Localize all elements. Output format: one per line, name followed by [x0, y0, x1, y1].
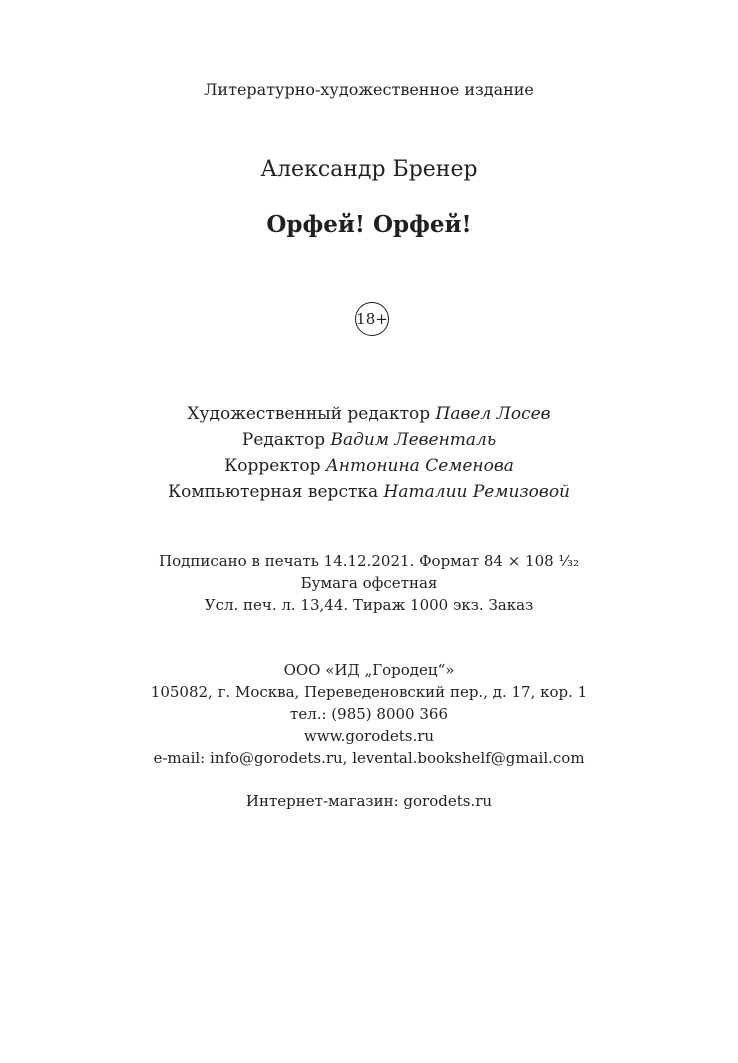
credit-layout [0, 482, 738, 502]
publisher-name: ООО «ИД „Городец“» [283, 661, 455, 679]
print-run: Усл. печ. л. 13,44. Тираж 1000 экз. Заказ [204, 596, 534, 614]
publisher-address: 105082, г. Москва, Переведеновский пер., д. 17, кор. 1 [150, 683, 588, 701]
credit-role: Художественный редактор [187, 404, 436, 424]
credit-role: Компьютерная верстка [167, 482, 384, 502]
print-paper: Бумага офсетная [300, 574, 438, 592]
credit-person: Вадим Левенталь [330, 430, 497, 450]
credit-person: Павел Лосев [435, 404, 551, 424]
credit-proofreader [0, 456, 738, 476]
publisher-email: e-mail: info@gorodets.ru, levental.bookshelf@gmail.com [153, 749, 585, 767]
credit-editor [0, 430, 738, 450]
author-name: Александр Бренер [260, 157, 478, 182]
print-signed-format: Подписано в печать 14.12.2021. Формат 84 × 108 ¹⁄₃₂ [159, 552, 579, 570]
publisher-phone: тел.: (985) 8000 366 [290, 705, 448, 723]
credit-art-editor [0, 404, 738, 424]
publisher-website: www.gorodets.ru [303, 727, 435, 745]
credit-role: Корректор [224, 456, 326, 476]
edition-type: Литературно-художественное издание [204, 80, 534, 99]
book-title: Орфей! Орфей! [266, 211, 472, 238]
credit-person: Антонина Семенова [325, 456, 514, 476]
credit-person: Наталии Ремизовой [383, 482, 570, 502]
online-shop: Интернет-магазин: gorodets.ru [245, 792, 493, 810]
age-rating-badge: 18+ [355, 302, 389, 336]
credit-role: Редактор [241, 430, 331, 450]
